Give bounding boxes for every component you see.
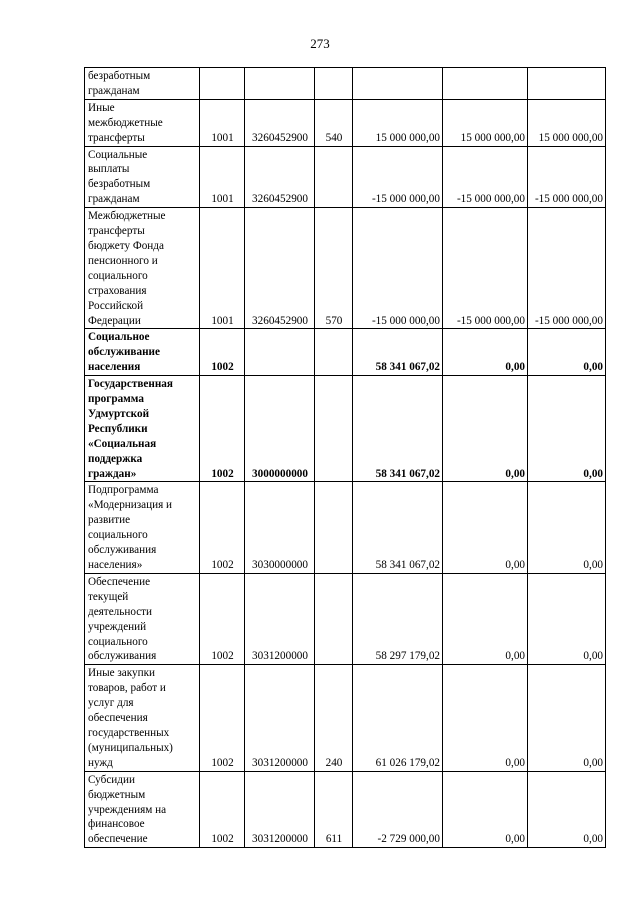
- row-name-cell: Иные межбюджетные трансферты: [85, 99, 200, 146]
- row-name-cell: Социальное обслуживание населения: [85, 329, 200, 376]
- amount-year2-cell: 0,00: [443, 573, 528, 664]
- expense-type-cell: 570: [315, 208, 353, 329]
- amount-year3-cell: 15 000 000,00: [528, 99, 606, 146]
- row-name-cell: Социальные выплаты безработным гражданам: [85, 146, 200, 208]
- row-name-cell: Межбюджетные трансферты бюджету Фонда пенсионного и социального страхования Российской Федерации: [85, 208, 200, 329]
- target-article-cell: 3000000000: [245, 376, 315, 482]
- target-article-cell: 3260452900: [245, 146, 315, 208]
- expense-type-cell: [315, 482, 353, 573]
- amount-year2-cell: -15 000 000,00: [443, 146, 528, 208]
- amount-year3-cell: 0,00: [528, 329, 606, 376]
- amount-year1-cell: 58 341 067,02: [353, 329, 443, 376]
- amount-year1-cell: -2 729 000,00: [353, 771, 443, 848]
- expense-type-cell: [315, 573, 353, 664]
- table-row: [85, 376, 606, 482]
- amount-year3-cell: [528, 68, 606, 100]
- table-row: [85, 573, 606, 664]
- section-code-cell: [200, 68, 245, 100]
- target-article-cell: [245, 329, 315, 376]
- amount-year1-cell: [353, 68, 443, 100]
- expense-type-cell: [315, 68, 353, 100]
- row-name-cell: Обеспечение текущей деятельности учреждений социального обслуживания: [85, 573, 200, 664]
- amount-year1-cell: 58 341 067,02: [353, 482, 443, 573]
- target-article-cell: 3031200000: [245, 771, 315, 848]
- target-article-cell: 3031200000: [245, 665, 315, 771]
- table-row: [85, 146, 606, 208]
- amount-year2-cell: 0,00: [443, 771, 528, 848]
- expense-type-cell: [315, 329, 353, 376]
- target-article-cell: 3031200000: [245, 573, 315, 664]
- amount-year1-cell: 61 026 179,02: [353, 665, 443, 771]
- amount-year3-cell: -15 000 000,00: [528, 208, 606, 329]
- amount-year1-cell: 15 000 000,00: [353, 99, 443, 146]
- row-name-cell: безработным гражданам: [85, 68, 200, 100]
- amount-year2-cell: 0,00: [443, 482, 528, 573]
- expense-type-cell: 540: [315, 99, 353, 146]
- row-name-cell: Субсидии бюджетным учреждениям на финансовое обеспечение: [85, 771, 200, 848]
- amount-year1-cell: -15 000 000,00: [353, 208, 443, 329]
- expense-type-cell: [315, 146, 353, 208]
- amount-year3-cell: 0,00: [528, 376, 606, 482]
- table-row: [85, 329, 606, 376]
- section-code-cell: 1001: [200, 146, 245, 208]
- table-row: [85, 771, 606, 848]
- table-row: [85, 68, 606, 100]
- target-article-cell: [245, 68, 315, 100]
- budget-table-body: [85, 68, 606, 848]
- section-code-cell: 1002: [200, 771, 245, 848]
- amount-year1-cell: 58 297 179,02: [353, 573, 443, 664]
- table-row: [85, 665, 606, 771]
- amount-year2-cell: 0,00: [443, 329, 528, 376]
- amount-year3-cell: 0,00: [528, 771, 606, 848]
- amount-year2-cell: 0,00: [443, 665, 528, 771]
- section-code-cell: 1002: [200, 665, 245, 771]
- expense-type-cell: 611: [315, 771, 353, 848]
- row-name-cell: Иные закупки товаров, работ и услуг для обеспечения государственных (муниципальных) нужд: [85, 665, 200, 771]
- amount-year2-cell: [443, 68, 528, 100]
- target-article-cell: 3260452900: [245, 99, 315, 146]
- expense-type-cell: 240: [315, 665, 353, 771]
- table-row: [85, 208, 606, 329]
- budget-table: [84, 67, 606, 848]
- section-code-cell: 1002: [200, 573, 245, 664]
- amount-year2-cell: -15 000 000,00: [443, 208, 528, 329]
- target-article-cell: 3260452900: [245, 208, 315, 329]
- section-code-cell: 1001: [200, 208, 245, 329]
- page-number: 273: [310, 36, 330, 51]
- section-code-cell: 1001: [200, 99, 245, 146]
- amount-year1-cell: 58 341 067,02: [353, 376, 443, 482]
- table-row: [85, 99, 606, 146]
- section-code-cell: 1002: [200, 329, 245, 376]
- section-code-cell: 1002: [200, 482, 245, 573]
- amount-year3-cell: 0,00: [528, 573, 606, 664]
- amount-year2-cell: 0,00: [443, 376, 528, 482]
- section-code-cell: 1002: [200, 376, 245, 482]
- amount-year1-cell: -15 000 000,00: [353, 146, 443, 208]
- amount-year2-cell: 15 000 000,00: [443, 99, 528, 146]
- table-row: [85, 482, 606, 573]
- amount-year3-cell: 0,00: [528, 665, 606, 771]
- expense-type-cell: [315, 376, 353, 482]
- target-article-cell: 3030000000: [245, 482, 315, 573]
- row-name-cell: Государственная программа Удмуртской Республики «Социальная поддержка граждан»: [85, 376, 200, 482]
- row-name-cell: Подпрограмма «Модернизация и развитие социального обслуживания населения»: [85, 482, 200, 573]
- amount-year3-cell: -15 000 000,00: [528, 146, 606, 208]
- amount-year3-cell: 0,00: [528, 482, 606, 573]
